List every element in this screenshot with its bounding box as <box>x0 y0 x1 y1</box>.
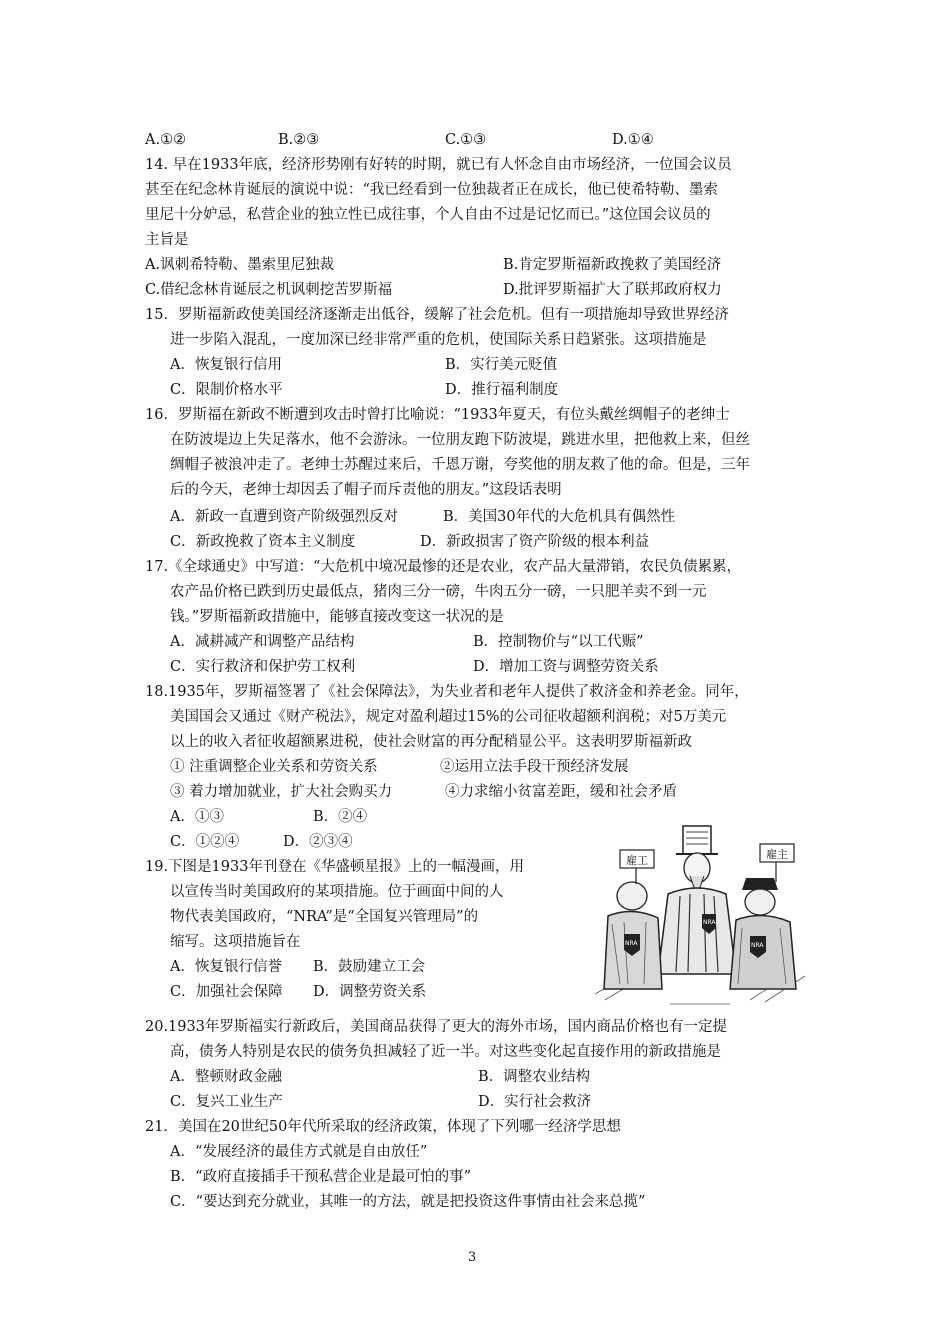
q14-stem-line: 14. 早在1933年底，经济形势刚有好转的时期，就已有人怀念自由市场经济，一位国会议员 <box>145 157 732 173</box>
q15-option-a: A．恢复银行信用 <box>170 357 282 373</box>
q14-stem-line: 甚至在纪念林肯诞辰的演说中说：“我已经看到一位独裁者正在成长，他已使希特勒、墨索 <box>145 182 718 198</box>
q17-option-a: A．减耕减产和调整产品结构 <box>170 634 355 650</box>
q18-option-c: C．①②④ <box>170 834 240 850</box>
q14-option-a: A.讽刺希特勒、墨索里尼独裁 <box>145 257 335 273</box>
q20-stem-line: 高，债务人特别是农民的债务负担减轻了近一半。对这些变化起直接作用的新政措施是 <box>170 1044 721 1060</box>
q17-option-d: D．增加工资与调整劳资关系 <box>473 659 659 675</box>
q17-stem-line: 钱。”罗斯福新政措施中，能够直接改变这一状况的是 <box>170 609 504 625</box>
q19-stem-line: 缩写。这项措施旨在 <box>170 934 301 950</box>
q16-stem-line: 后的今天，老绅士却因丢了帽子而斥责他的朋友。”这段话表明 <box>170 482 562 498</box>
q18-stem-line: 美国国会又通过《财产税法》，规定对盈利超过15%的公司征收超额利润税；对5万美元 <box>170 709 727 725</box>
sign-employer: 雇主 <box>766 848 788 861</box>
q18-item: ②运用立法手段干预经济发展 <box>440 759 629 775</box>
q20-option-d: D．实行社会救济 <box>478 1094 592 1110</box>
q15-stem-line: 15．罗斯福新政使美国经济逐渐走出低谷，缓解了社会危机。但有一项措施却导致世界经济 <box>145 307 729 323</box>
q20-stem-line: 20.1933年罗斯福实行新政后，美国商品获得了更大的海外市场，国内商品价格也有一定提 <box>145 1019 727 1035</box>
q21-option-c: C．“要达到充分就业，其唯一的方法，就是把投资这件事情由社会来总揽” <box>170 1194 646 1210</box>
q19-option-c: C．加强社会保障 <box>170 984 283 1000</box>
q13-option-a: A.①② <box>145 132 187 148</box>
q16-stem-line: 绸帽子被浪冲走了。老绅士苏醒过来后，千恩万谢，夸奖他的朋友救了他的命。但是，三年 <box>170 457 750 473</box>
q17-stem-line: 农产品价格已跌到历史最低点，猪肉三分一磅，牛肉五分一磅，一只肥羊卖不到一元 <box>170 584 707 600</box>
nra-cartoon-illustration <box>590 824 810 1008</box>
q19-option-d: D．调整劳资关系 <box>313 984 427 1000</box>
q16-stem-line: 16．罗斯福在新政不断遭到攻击时曾打比喻说：“1933年夏天，有位头戴丝绸帽子的老绅士 <box>145 407 730 423</box>
q20-option-b: B．调整农业结构 <box>478 1069 591 1085</box>
q18-item: ④力求缩小贫富差距，缓和社会矛盾 <box>445 784 677 800</box>
q13-option-d: D.①④ <box>612 132 654 148</box>
q18-item: ③ 着力增加就业，扩大社会购买力 <box>170 784 393 800</box>
q19-option-a: A．恢复银行信誉 <box>170 959 282 975</box>
q15-option-d: D．推行福利制度 <box>445 382 559 398</box>
q18-stem-line: 18.1935年，罗斯福签署了《社会保障法》，为失业者和老年人提供了救济金和养老金。同年， <box>145 684 749 700</box>
q15-option-c: C．限制价格水平 <box>170 382 283 398</box>
sign-employee: 雇工 <box>626 854 648 867</box>
q21-stem-line: 21．美国在20世纪50年代所采取的经济政策，体现了下列哪一经济学思想 <box>145 1119 621 1135</box>
q19-stem-line: 19.下图是1933年刊登在《华盛顿星报》上的一幅漫画，用 <box>145 859 524 875</box>
q16-option-d: D．新政损害了资产阶级的根本利益 <box>420 534 650 550</box>
q19-option-b: B．鼓励建立工会 <box>313 959 426 975</box>
q14-stem-line: 主旨是 <box>145 232 189 248</box>
q14-option-b: B.肯定罗斯福新政挽救了美国经济 <box>503 257 722 273</box>
q16-stem-line: 在防波堤边上失足落水，他不会游泳。一位朋友跑下防波堤，跳进水里，把他救上来，但丝 <box>170 432 750 448</box>
q13-option-b: B.②③ <box>278 132 320 148</box>
q15-option-b: B．实行美元贬值 <box>445 357 558 373</box>
q16-option-a: A．新政一直遭到资产阶级强烈反对 <box>170 509 398 525</box>
nra-badge-center: NRA <box>703 919 716 926</box>
nra-badge-right: NRA <box>751 942 764 949</box>
q14-option-d: D.批评罗斯福扩大了联邦政府权力 <box>503 282 722 298</box>
q16-option-c: C．新政挽救了资本主义制度 <box>170 534 356 550</box>
q13-option-c: C.①③ <box>445 132 487 148</box>
q17-stem-line: 17.《全球通史》中写道：“大危机中境况最惨的还是农业，农产品大量滞销，农民负债累累， <box>145 559 741 575</box>
q15-stem-line: 进一步陷入混乱，一度加深已经非常严重的危机，使国际关系日趋紧张。这项措施是 <box>170 332 707 348</box>
q19-stem-line: 以宣传当时美国政府的某项措施。位于画面中间的人 <box>170 884 504 900</box>
q20-option-a: A．整顿财政金融 <box>170 1069 282 1085</box>
q21-option-b: B．“政府直接插手干预私营企业是最可怕的事” <box>170 1169 471 1185</box>
q19-stem-line: 物代表美国政府，“NRA”是“全国复兴管理局”的 <box>170 909 479 925</box>
q14-stem-line: 里尼十分妒忌，私营企业的独立性已成往事，个人自由不过是记忆而已。”这位国会议员的 <box>145 207 711 223</box>
q18-item: ① 注重调整企业关系和劳资关系 <box>170 759 378 775</box>
nra-badge-left: NRA <box>625 940 638 947</box>
q20-option-c: C．复兴工业生产 <box>170 1094 283 1110</box>
q14-option-c: C.借纪念林肯诞辰之机讽刺挖苦罗斯福 <box>145 282 393 298</box>
page-number: 3 <box>468 1250 477 1265</box>
q16-option-b: B．美国30年代的大危机具有偶然性 <box>443 509 676 525</box>
q18-option-b: B．②④ <box>313 809 368 825</box>
q18-stem-line: 以上的收入者征收超额累进税，使社会财富的再分配稍显公平。这表明罗斯福新政 <box>170 734 692 750</box>
q21-option-a: A．“发展经济的最佳方式就是自由放任” <box>170 1144 428 1160</box>
q18-option-d: D．②③④ <box>283 834 353 850</box>
q17-option-c: C．实行救济和保护劳工权利 <box>170 659 356 675</box>
q18-option-a: A．①③ <box>170 809 224 825</box>
q17-option-b: B．控制物价与“以工代赈” <box>473 634 644 650</box>
